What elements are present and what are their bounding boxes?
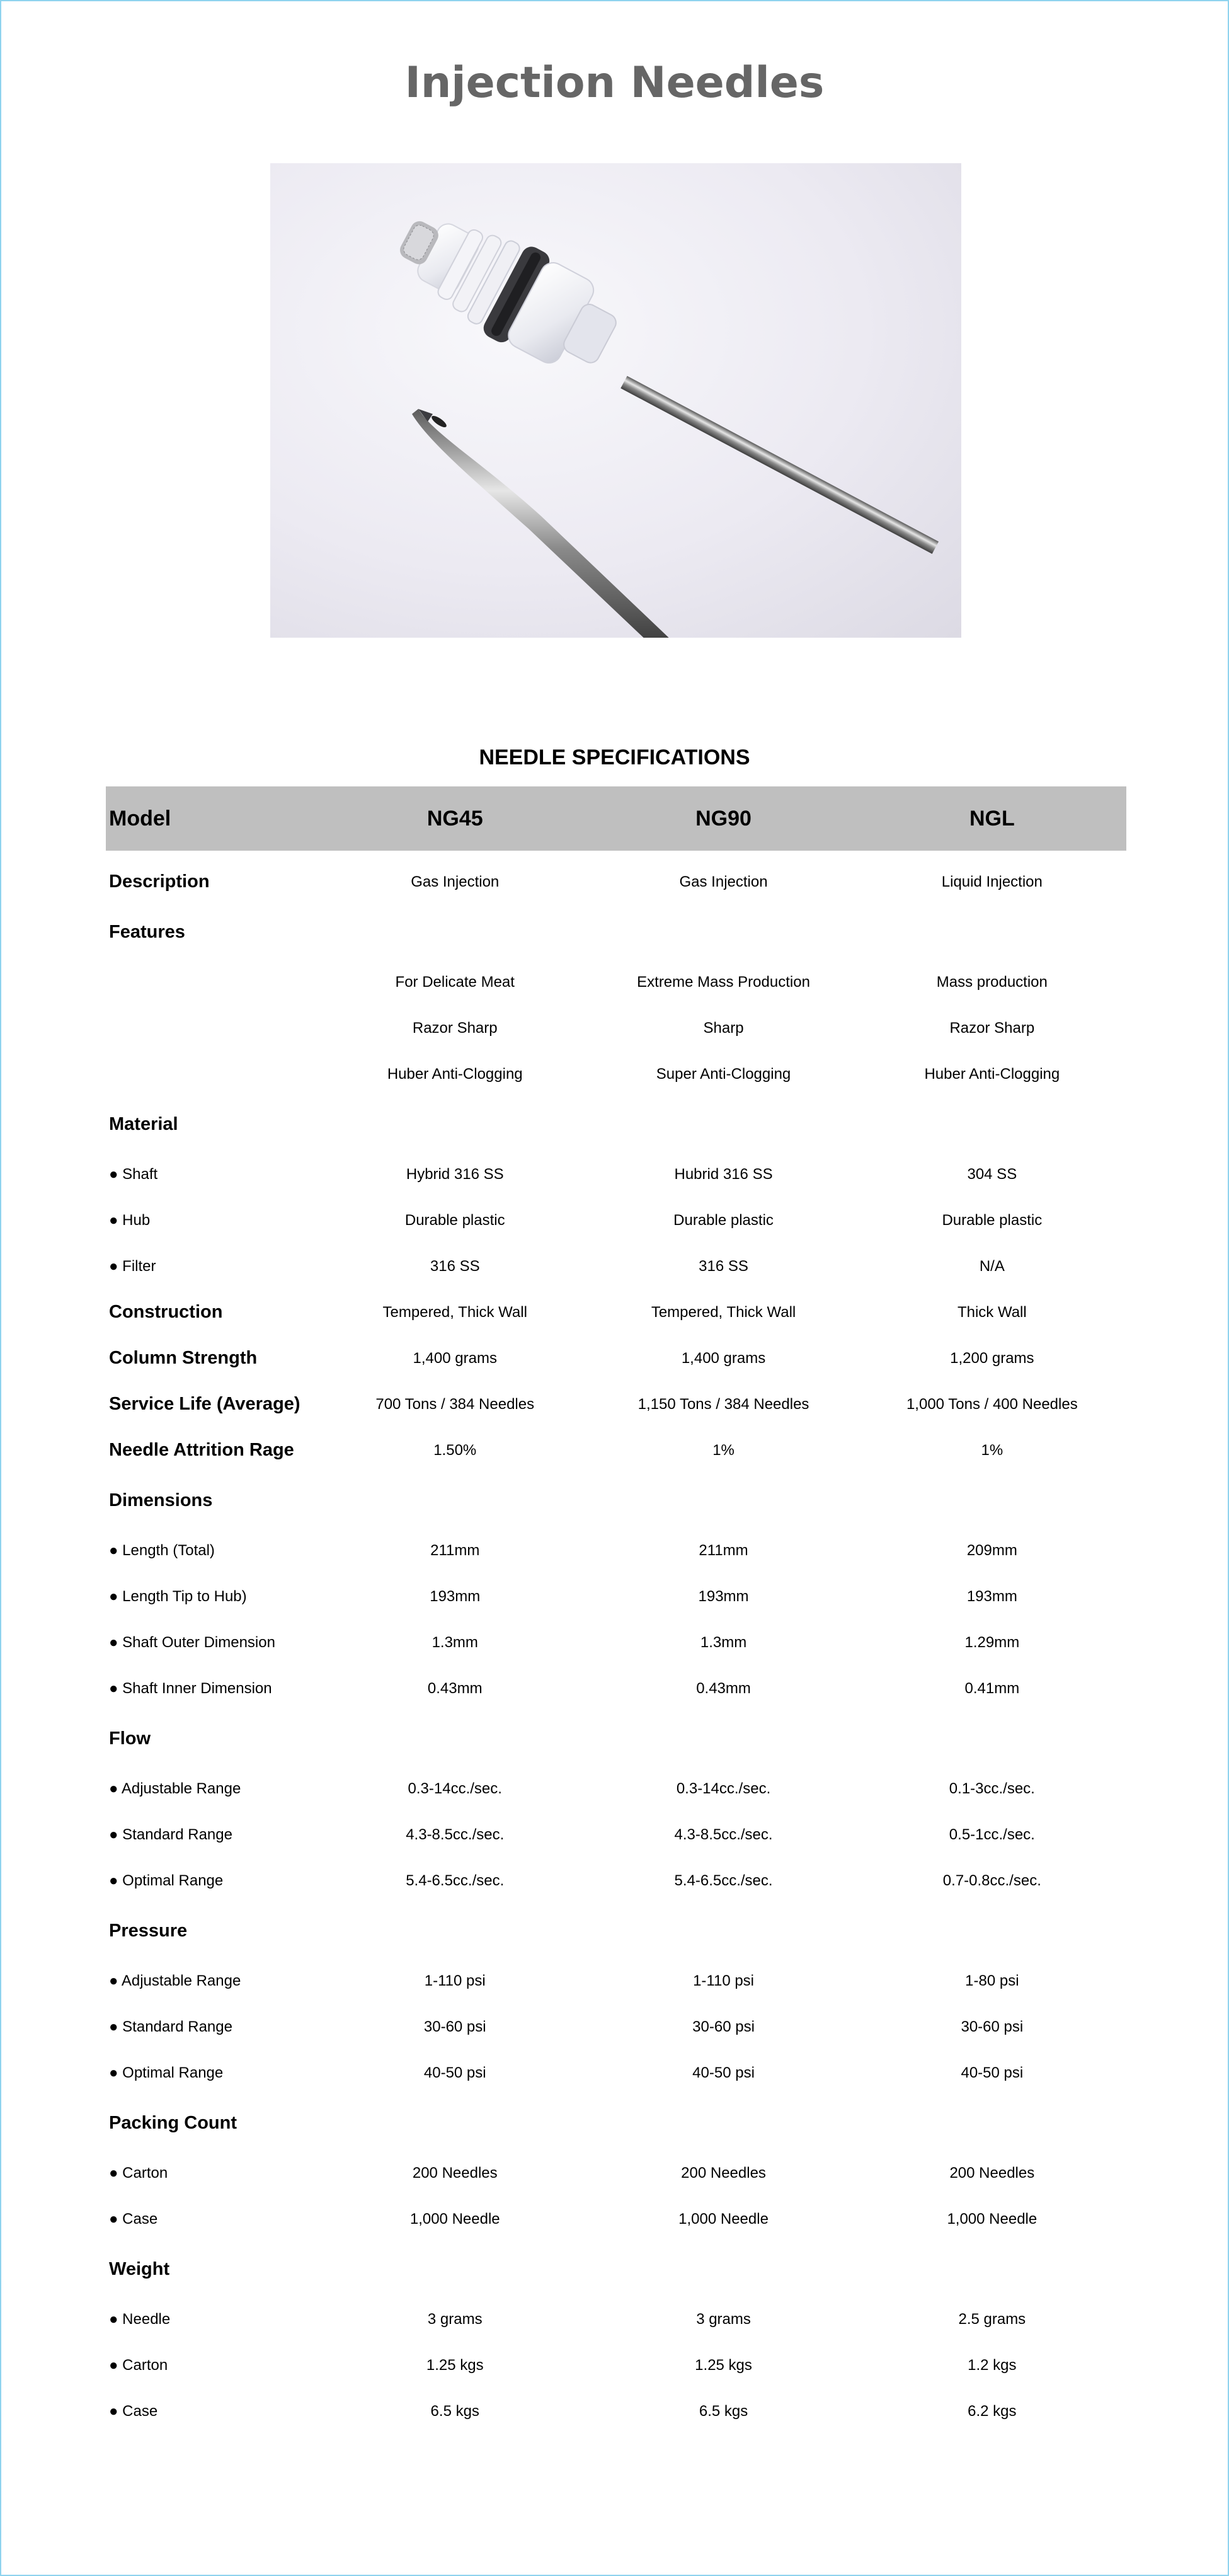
section-label: Packing Count [109, 2112, 237, 2133]
service-life-row [106, 1381, 1126, 1427]
features-row [106, 959, 1126, 1005]
cell: 1.25 kgs [426, 2356, 484, 2374]
attrition-row [106, 1427, 1126, 1473]
cell: 3 grams [696, 2310, 751, 2328]
description-row [106, 859, 1126, 905]
header-ngl: NGL [969, 806, 1015, 831]
cell: 1,400 grams [413, 1349, 497, 1367]
cell: Hubrid 316 SS [674, 1165, 773, 1183]
row-label: ● Shaft Outer Dimension [109, 1633, 275, 1651]
cell: Thick Wall [957, 1303, 1027, 1321]
cell: 1% [712, 1441, 735, 1459]
cell: 1,000 Needle [409, 2210, 500, 2228]
row-label: ● Shaft Inner Dimension [109, 1679, 272, 1697]
cell: Hybrid 316 SS [406, 1165, 504, 1183]
pressure-row [106, 2004, 1126, 2050]
cell: 1.50% [433, 1441, 477, 1459]
needle-product-photo [270, 163, 961, 638]
header-ng90: NG90 [695, 806, 752, 831]
cell: Durable plastic [942, 1211, 1043, 1229]
row-label: ● Standard Range [109, 2018, 232, 2035]
row-label: ● Needle [109, 2310, 171, 2328]
cell: Huber Anti-Clogging [387, 1065, 523, 1083]
section-label: Dimensions [109, 1490, 213, 1510]
material-row [106, 1243, 1126, 1289]
cell: 30-60 psi [423, 2018, 486, 2035]
cell: 200 Needles [681, 2164, 766, 2182]
packing-row [106, 2196, 1126, 2242]
flow-section-row [106, 1711, 1126, 1766]
cell: 0.1-3cc./sec. [949, 1780, 1035, 1797]
header-model: Model [109, 806, 171, 831]
cell: 1,000 Needle [678, 2210, 769, 2228]
weight-row [106, 2296, 1126, 2342]
cell: Durable plastic [673, 1211, 774, 1229]
cell: 3 grams [427, 2310, 483, 2328]
cell: 1,000 Tons / 400 Needles [906, 1395, 1078, 1413]
cell: 4.3-8.5cc./sec. [674, 1826, 773, 1843]
cell: 1,000 Needle [947, 2210, 1038, 2228]
cell: 2.5 grams [958, 2310, 1026, 2328]
cell: 200 Needles [949, 2164, 1035, 2182]
cell: 1.25 kgs [695, 2356, 752, 2374]
cell: 40-50 psi [961, 2064, 1024, 2081]
row-label: Description [109, 871, 210, 892]
row-label: ● Case [109, 2210, 158, 2228]
cell: 0.7-0.8cc./sec. [942, 1872, 1041, 1889]
cell: Mass production [936, 973, 1048, 991]
row-label: Service Life (Average) [109, 1394, 300, 1414]
features-section-row [106, 905, 1126, 959]
row-label: ● Carton [109, 2164, 168, 2182]
cell: 30-60 psi [961, 2018, 1024, 2035]
section-label: Pressure [109, 1920, 188, 1941]
packing-row [106, 2150, 1126, 2196]
cell: 6.2 kgs [968, 2402, 1017, 2420]
cell: Huber Anti-Clogging [924, 1065, 1060, 1083]
section-label: Features [109, 921, 185, 942]
cell: 5.4-6.5cc./sec. [406, 1872, 505, 1889]
cell: Gas Injection [679, 873, 768, 890]
cell: 211mm [699, 1541, 748, 1559]
dimensions-row [106, 1665, 1126, 1711]
cell: 700 Tons / 384 Needles [375, 1395, 535, 1413]
dimensions-row [106, 1573, 1126, 1619]
features-row [106, 1051, 1126, 1097]
cell: 1.3mm [432, 1633, 478, 1651]
pressure-row [106, 1958, 1126, 2004]
dimensions-row [106, 1527, 1126, 1573]
cell: Razor Sharp [412, 1019, 498, 1037]
cell: 1.3mm [700, 1633, 747, 1651]
cell: Durable plastic [404, 1211, 505, 1229]
features-row [106, 1005, 1126, 1051]
cell: 1-110 psi [424, 1972, 486, 1989]
row-label: Needle Attrition Rage [109, 1440, 294, 1460]
cell: 211mm [430, 1541, 480, 1559]
row-label: Column Strength [109, 1348, 258, 1368]
row-label: Construction [109, 1302, 223, 1322]
cell: Razor Sharp [949, 1019, 1035, 1037]
cell: 316 SS [430, 1257, 480, 1275]
cell: 0.3-14cc./sec. [408, 1780, 502, 1797]
cell: Extreme Mass Production [637, 973, 810, 991]
cell: 0.41mm [964, 1679, 1020, 1697]
cell: 0.43mm [427, 1679, 483, 1697]
weight-row [106, 2342, 1126, 2388]
table-header-row [106, 786, 1126, 851]
cell: 0.43mm [696, 1679, 751, 1697]
cell: 1% [981, 1441, 1003, 1459]
row-label: ● Shaft [109, 1165, 158, 1183]
material-row [106, 1197, 1126, 1243]
cell: 30-60 psi [692, 2018, 755, 2035]
row-label: ● Carton [109, 2356, 168, 2374]
packing-section-row [106, 2096, 1126, 2150]
cell: 209mm [966, 1541, 1017, 1559]
row-label: ● Optimal Range [109, 1872, 224, 1889]
cell: Liquid Injection [941, 873, 1043, 890]
cell: 1.29mm [964, 1633, 1020, 1651]
cell: 193mm [430, 1587, 481, 1605]
flow-row [106, 1812, 1126, 1858]
row-label: ● Length Tip to Hub) [109, 1587, 247, 1605]
flow-row [106, 1858, 1126, 1904]
specifications-heading: NEEDLE SPECIFICATIONS [479, 745, 750, 769]
cell: 4.3-8.5cc./sec. [406, 1826, 505, 1843]
column-strength-row [106, 1335, 1126, 1381]
cell: 6.5 kgs [430, 2402, 479, 2420]
header-ng45: NG45 [426, 806, 483, 831]
cell: 316 SS [699, 1257, 748, 1275]
section-label: Weight [109, 2258, 170, 2279]
cell: 6.5 kgs [699, 2402, 748, 2420]
weight-section-row [106, 2242, 1126, 2296]
row-label: ● Standard Range [109, 1826, 232, 1843]
pressure-row [106, 2050, 1126, 2096]
cell: 193mm [698, 1587, 749, 1605]
material-section-row [106, 1097, 1126, 1151]
page-title: Injection Needles [404, 58, 825, 108]
cell: 1-80 psi [965, 1972, 1019, 1989]
row-label: ● Length (Total) [109, 1541, 215, 1559]
row-label: ● Optimal Range [109, 2064, 224, 2081]
flow-row [106, 1766, 1126, 1812]
dimensions-section-row [106, 1473, 1126, 1527]
section-label: Material [109, 1113, 178, 1134]
cell: 0.5-1cc./sec. [949, 1826, 1035, 1843]
cell: N/A [979, 1257, 1005, 1275]
specifications-table [106, 786, 1126, 2434]
row-label: ● Adjustable Range [109, 1972, 241, 1989]
cell: 304 SS [967, 1165, 1017, 1183]
dimensions-row [106, 1619, 1126, 1665]
weight-row [106, 2388, 1126, 2434]
cell: 40-50 psi [423, 2064, 486, 2081]
cell: 40-50 psi [692, 2064, 755, 2081]
cell: Tempered, Thick Wall [382, 1303, 527, 1321]
cell: 193mm [966, 1587, 1017, 1605]
pressure-section-row [106, 1904, 1126, 1958]
row-label: ● Case [109, 2402, 158, 2420]
cell: Tempered, Thick Wall [651, 1303, 796, 1321]
cell: 1,150 Tons / 384 Needles [637, 1395, 809, 1413]
cell: 0.3-14cc./sec. [676, 1780, 771, 1797]
cell: For Delicate Meat [395, 973, 515, 991]
cell: Super Anti-Clogging [656, 1065, 791, 1083]
row-label: ● Hub [109, 1211, 151, 1229]
material-row [106, 1151, 1126, 1197]
row-label: ● Filter [109, 1257, 156, 1275]
cell: Gas Injection [411, 873, 500, 890]
cell: Sharp [703, 1019, 744, 1037]
section-label: Flow [109, 1728, 151, 1749]
row-label: ● Adjustable Range [109, 1780, 241, 1797]
construction-row [106, 1289, 1126, 1335]
cell: 200 Needles [412, 2164, 498, 2182]
cell: 1,200 grams [950, 1349, 1034, 1367]
cell: 1,400 grams [681, 1349, 766, 1367]
cell: 5.4-6.5cc./sec. [674, 1872, 773, 1889]
cell: 1-110 psi [693, 1972, 755, 1989]
cell: 1.2 kgs [968, 2356, 1017, 2374]
